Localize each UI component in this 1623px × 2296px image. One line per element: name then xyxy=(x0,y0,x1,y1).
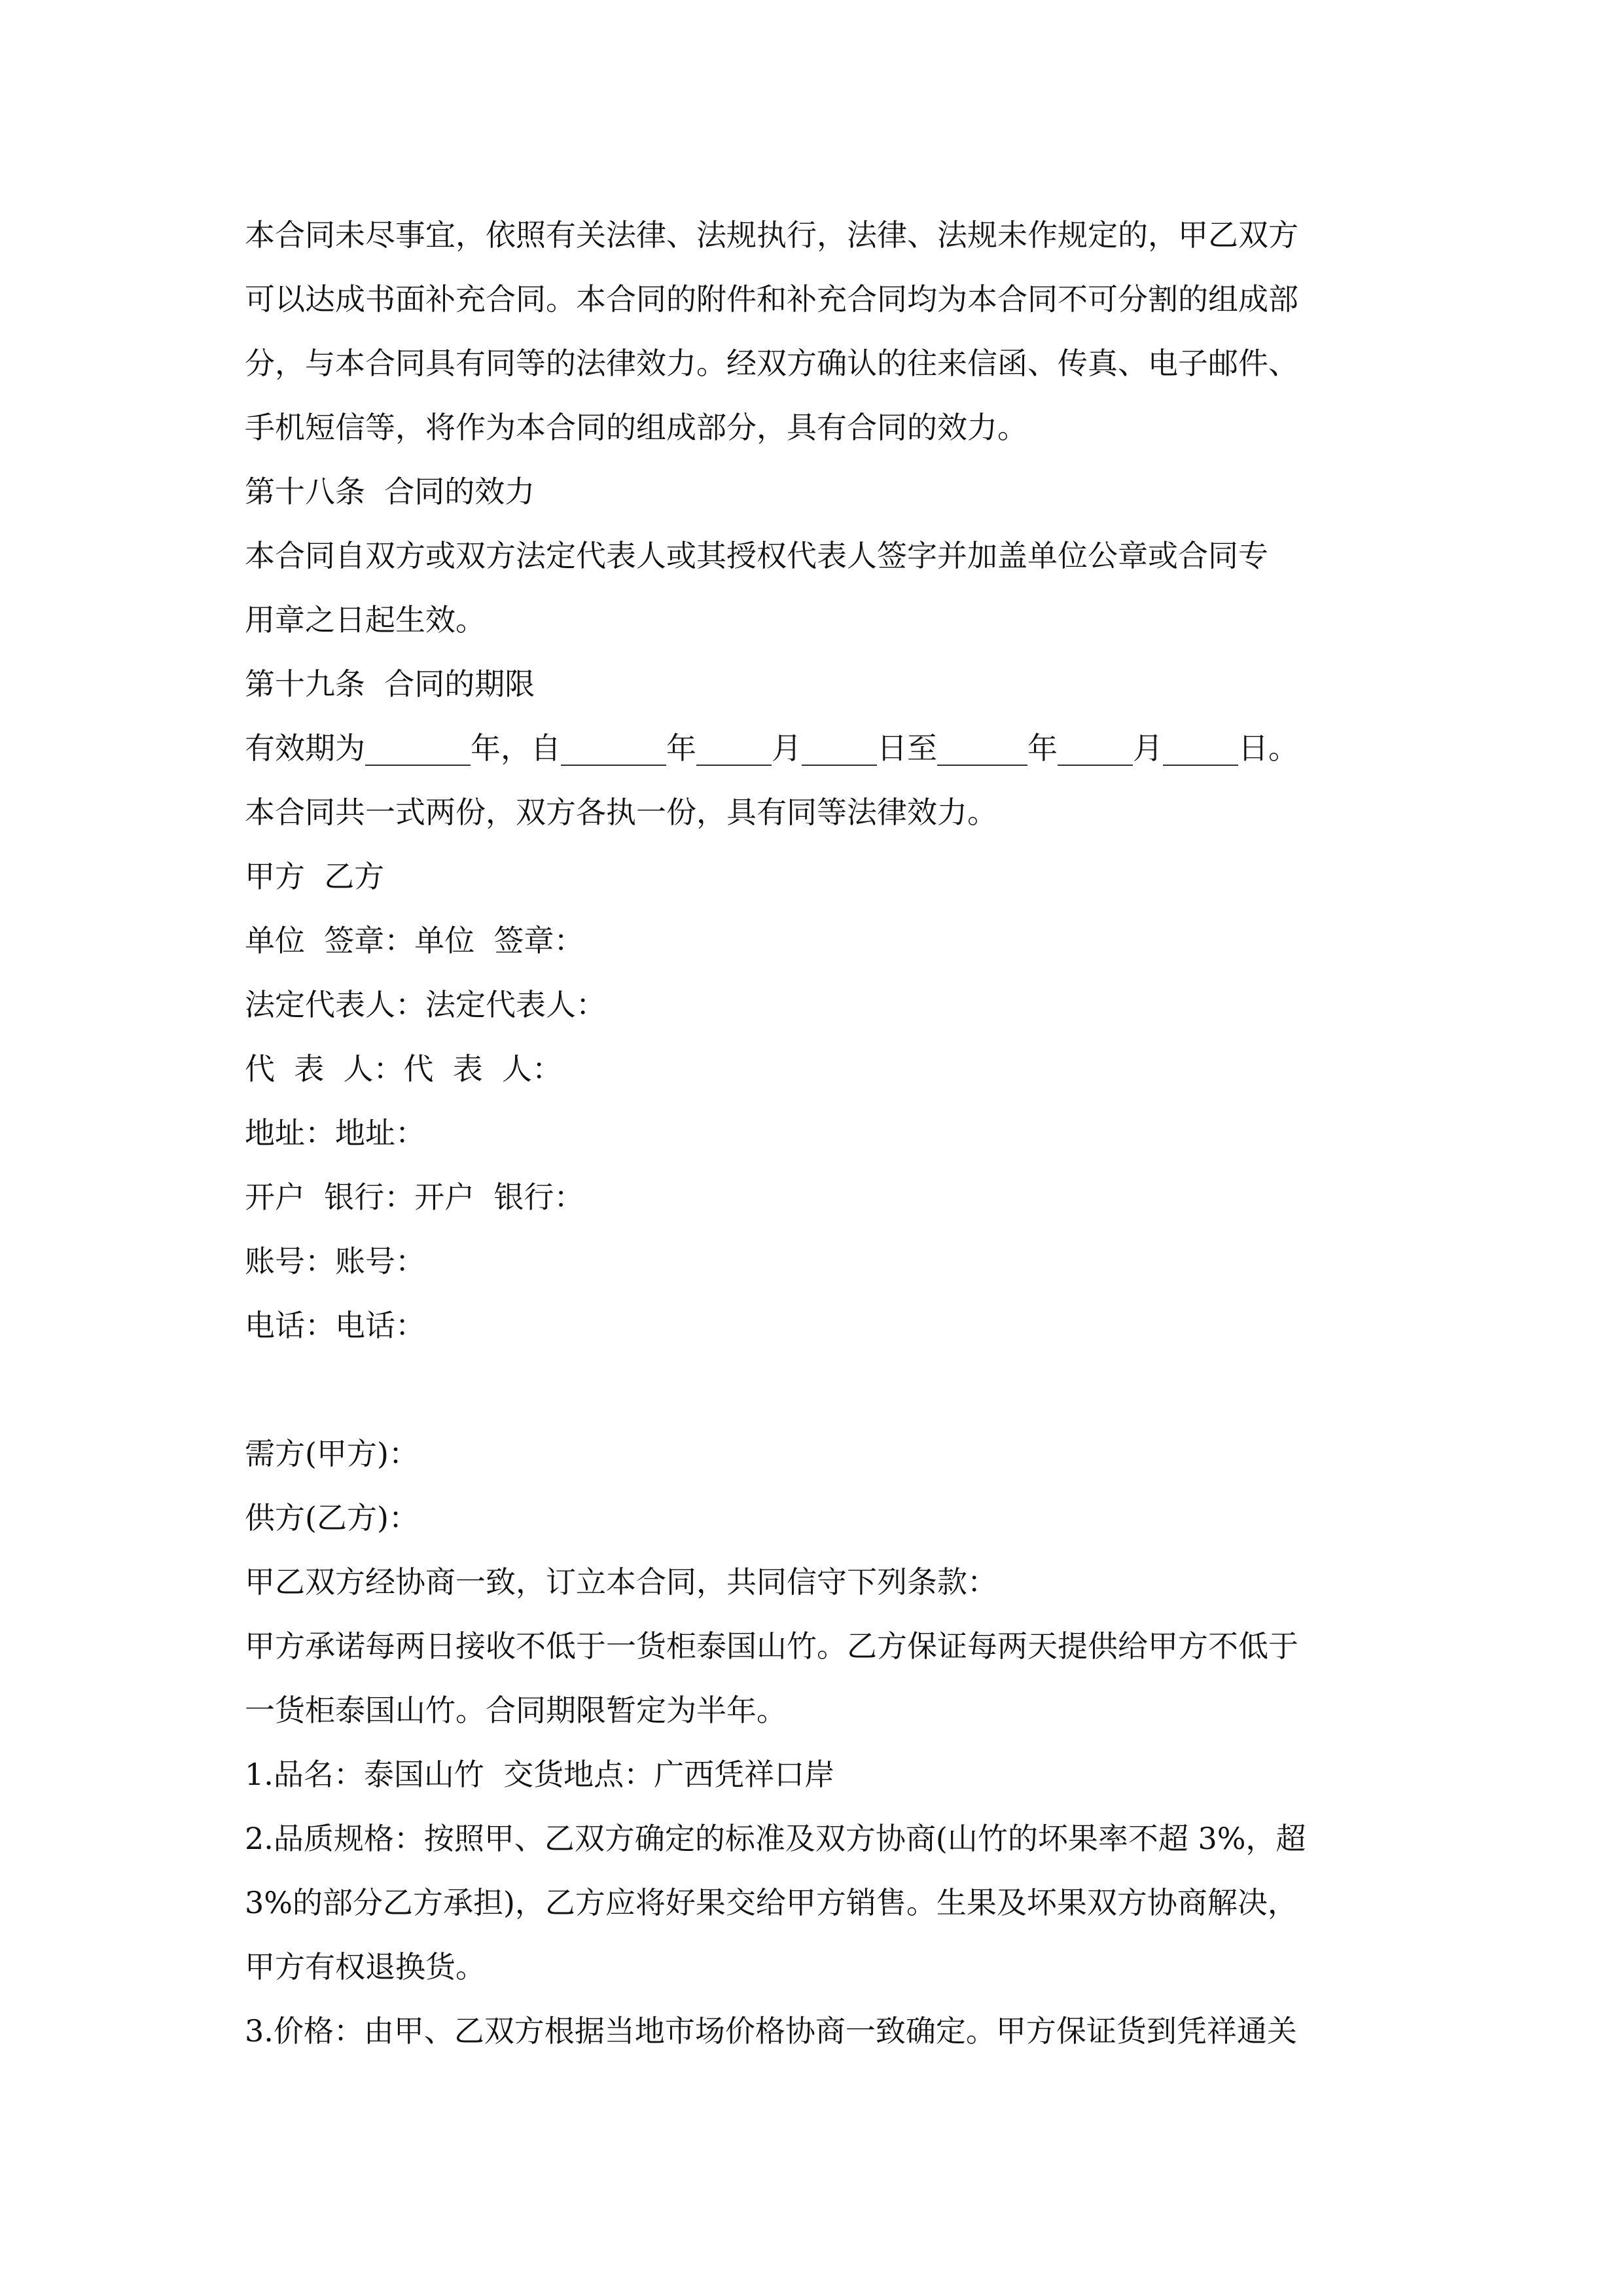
clause-line: 1.品名：泰国山竹 交货地点：广西凭祥口岸 xyxy=(245,1757,835,1792)
clause-line: 3.价格：由甲、乙双方根据当地市场价格协商一致确定。甲方保证货到凭祥通关 xyxy=(245,2013,1297,2049)
blank-gap xyxy=(245,1357,1403,1422)
text-line: 可以达成书面补充合同。本合同的附件和补充合同均为本合同不可分割的组成部 xyxy=(245,281,1298,317)
text-line: 分，与本合同具有同等的法律效力。经双方确认的往来信函、传真、电子邮件、 xyxy=(245,346,1298,381)
term-line: 有效期为_______年，自_______年_____月_____日至______年_____月_____日。 xyxy=(245,730,1298,766)
text-line: 甲乙双方经协商一致，订立本合同，共同信守下列条款： xyxy=(245,1564,997,1600)
text-line: 本合同未尽事宜，依照有关法律、法规执行，法律、法规未作规定的，甲乙双方 xyxy=(245,217,1298,253)
clause-line: 2.品质规格：按照甲、乙双方确定的标准及双方协商(山竹的坏果率不超 3%，超 xyxy=(245,1821,1306,1856)
text-line: 手机短信等，将作为本合同的组成部分，具有合同的效力。 xyxy=(245,410,1027,445)
clause-line: 3%的部分乙方承担)，乙方应将好果交给甲方销售。生果及坏果双方协商解决， xyxy=(245,1885,1298,1920)
signature-account: 账号：账号： xyxy=(245,1244,425,1279)
signature-address: 地址：地址： xyxy=(245,1115,425,1151)
signature-unit: 单位 签章：单位 签章： xyxy=(245,923,584,958)
document-page xyxy=(245,203,1403,2063)
text-line: 本合同共一式两份，双方各执一份，具有同等法律效力。 xyxy=(245,795,997,830)
text-line: 用章之日起生效。 xyxy=(245,602,486,637)
text-line: 本合同自双方或双方法定代表人或其授权代表人签字并加盖单位公章或合同专 xyxy=(245,538,1268,573)
signature-parties: 甲方 乙方 xyxy=(245,859,385,894)
signature-representative: 代 表 人：代 表 人： xyxy=(245,1051,562,1086)
buyer-label: 需方(甲方)： xyxy=(245,1436,419,1471)
clause-line: 甲方有权退换货。 xyxy=(245,1949,486,1984)
text-line: 甲方承诺每两日接收不低于一货柜泰国山竹。乙方保证每两天提供给甲方不低于 xyxy=(245,1628,1298,1664)
seller-label: 供方(乙方)： xyxy=(245,1500,419,1535)
signature-bank: 开户 银行：开户 银行： xyxy=(245,1179,584,1215)
text-line: 一货柜泰国山竹。合同期限暂定为半年。 xyxy=(245,1693,787,1728)
article-heading: 第十八条 合同的效力 xyxy=(245,474,535,509)
article-heading: 第十九条 合同的期限 xyxy=(245,666,535,702)
signature-legal-rep: 法定代表人：法定代表人： xyxy=(245,987,606,1022)
signature-phone: 电话：电话： xyxy=(245,1308,425,1343)
